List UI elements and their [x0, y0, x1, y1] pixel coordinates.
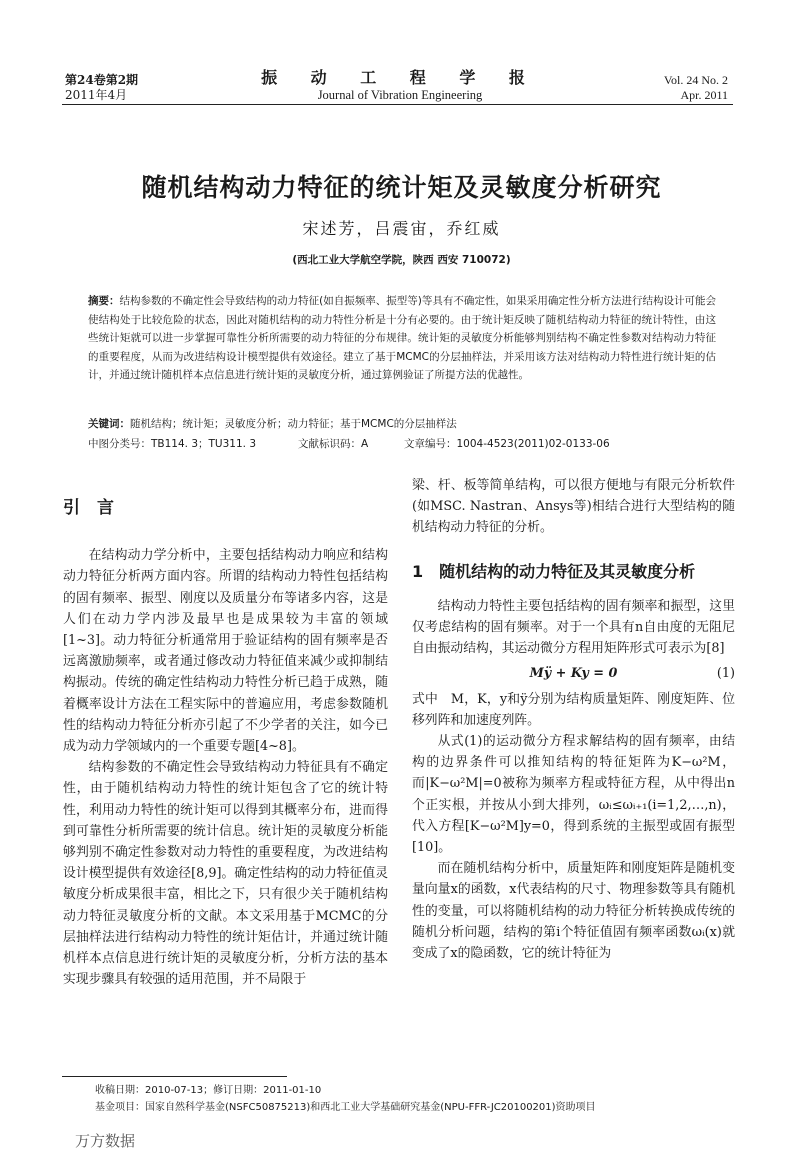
section-1-paragraph-1: 结构动力特性主要包括结构的固有频率和振型，这里仅考虑结构的固有频率。对于一个具有n自由度的无阻尼自由振动结构，其运动微分方程用矩阵形式可表示为[8]	[412, 598, 735, 657]
header-journal	[250, 69, 550, 103]
affiliation: (西北工业大学航空学院，陕西 西安 710072)	[292, 254, 511, 266]
keywords-text: 随机结构；统计矩；灵敏度分析；动力特征；基于MCMC的分层抽样法	[130, 418, 457, 430]
header-rule	[62, 104, 733, 105]
volume-cn: 第24卷第2期	[65, 73, 139, 87]
paper-title: 随机结构动力特征的统计矩及灵敏度分析研究	[141, 173, 662, 202]
equation-1-body: Mÿ + Ky = 0	[529, 666, 618, 682]
header-volume-info	[65, 73, 138, 103]
date-cn: 2011年4月	[65, 88, 128, 102]
date-en: Apr. 2011	[680, 88, 728, 102]
abstract-label: 摘要：	[88, 295, 120, 307]
intro-heading: 引 言	[63, 498, 114, 518]
left-column	[63, 498, 388, 990]
journal-title-en: Journal of Vibration Engineering	[317, 88, 483, 102]
document-code: 文献标识码：A	[298, 438, 369, 450]
section-1-heading: 1 随机结构的动力特征及其灵敏度分析	[412, 561, 696, 581]
abstract-text: 结构参数的不确定性会导致结构的动力特征(如自振频率、振型等)等具有不确定性，如果采用确定性分析方法进行结构设计可能会使结构处于比较危险的状态，因此对随机结构的动力特性分析是十分有必要的。由于统计矩反映了随机结构动力特征的统计特性，由这些统计矩就可以进一步掌握可靠性分析所需要的动力特征的分布规律。统计矩的灵敏度分析能够判别结构不确定性参数对结构动力特征的重要程度，从而为改进结构设计模型提供有效途径。建立了基于MCMC的分层抽样法，并采用该方法对结构动力特性进行统计矩的估计，并通过统计随机样本点信息进行统计矩的灵敏度分析，通过算例验证了所提方法的优越性。	[88, 295, 716, 382]
watermark: 万方数据	[75, 1132, 136, 1150]
right-column	[412, 475, 735, 964]
footnote-fund: 基金项目：国家自然科学基金(NSFC50875213)和西北工业大学基础研究基金(NPU-FFR-JC20100201)资助项目	[95, 1102, 596, 1113]
equation-1-number: (1)	[716, 666, 735, 682]
classification-row	[88, 435, 728, 453]
section-1-paragraph-2: 式中 M，K，y和ÿ分别为结构质量矩阵、刚度矩阵、位移列阵和加速度列阵。	[412, 691, 735, 728]
intro-paragraph-2: 结构参数的不确定性会导致结构动力特征具有不确定性，由于随机结构动力特性的统计矩包含了它的统计特性，利用动力特性的统计矩可以得到其概率分布，进而得到可靠性分析所需要的统计信息。统计矩的灵敏度分析能够判别不确定性参数对动力特性的重要程度，为改进结构设计模型提供有效途径[8,9]。确定性结构的动力特征值灵敏度分析成果很丰富，相比之下，只有很少关于随机结构动力特征灵敏度分析的文献。本文采用基于MCMC的分层抽样法进行结构动力特性的统计矩估计，并通过统计随机样本点信息进行统计矩的灵敏度分析，分析方法的基本实现步骤具有较强的适用范围，并不局限于	[63, 760, 388, 988]
clc-number: 中图分类号：TB114. 3；TU311. 3	[88, 438, 257, 450]
journal-title-cn: 振 动 工 程 学 报	[261, 68, 539, 87]
footnotes	[95, 1082, 596, 1116]
section-1-paragraph-4: 而在随机结构分析中，质量矩阵和刚度矩阵是随机变量向量x的函数，x代表结构的尺寸、物理参数等具有随机性的变量，可以将随机结构的动力特征分析转换成传统的随机分析问题，结构的第i个特征值固有频率函数ωᵢ(x)就变成了x的隐函数，它的统计特征为	[412, 861, 735, 962]
header-volume-en	[664, 73, 728, 103]
keywords-label: 关键词：	[88, 418, 130, 430]
right-paragraph-continued: 梁、杆、板等简单结构，可以很方便地与有限元分析软件(如MSC. Nastran、Ansys等)相结合进行大型结构的随机结构动力特征的分析。	[412, 478, 735, 536]
abstract	[88, 292, 716, 385]
volume-en: Vol. 24 No. 2	[663, 73, 728, 87]
keywords	[88, 415, 728, 433]
footnote-rule	[62, 1076, 287, 1077]
article-number: 文章编号：1004-4523(2011)02-0133-06	[404, 438, 610, 450]
equation-1	[412, 663, 735, 684]
intro-paragraph-1: 在结构动力学分析中，主要包括结构动力响应和结构动力特征分析两方面内容。所谓的结构动力特性包括结构的固有频率、振型、刚度以及质量分布等诸多内容，这是人们在动力学内涉及最早也是成果较为丰富的领域[1~3]。动力特征分析通常用于验证结构的固有频率是否远离激励频率，或者通过修改动力特征值来减少或抑制结构振动。传统的确定性结构动力特性分析已趋于成熟，随着概率设计方法在工程实际中的普遍应用，考虑参数随机性的结构动力特征分析亦引起了不少学者的关注，如今已成为动力学领域内的一个重要专题[4~8]。	[63, 548, 388, 755]
section-1-paragraph-3: 从式(1)的运动微分方程求解结构的固有频率，由结构的边界条件可以推知结构的特征矩阵为K−ω²M，而|K−ω²M|=0被称为频率方程或特征方程，从中得出n个正实根，并按从小到大排列，ωᵢ≤ωᵢ₊₁(i=1,2,…,n)，代入方程[K−ω²M]y=0，得到系统的主振型或固有振型[10]。	[412, 734, 735, 856]
footnote-received: 收稿日期：2010-07-13；修订日期：2011-01-10	[95, 1085, 322, 1096]
authors: 宋述芳，吕震宙，乔红威	[302, 219, 501, 238]
